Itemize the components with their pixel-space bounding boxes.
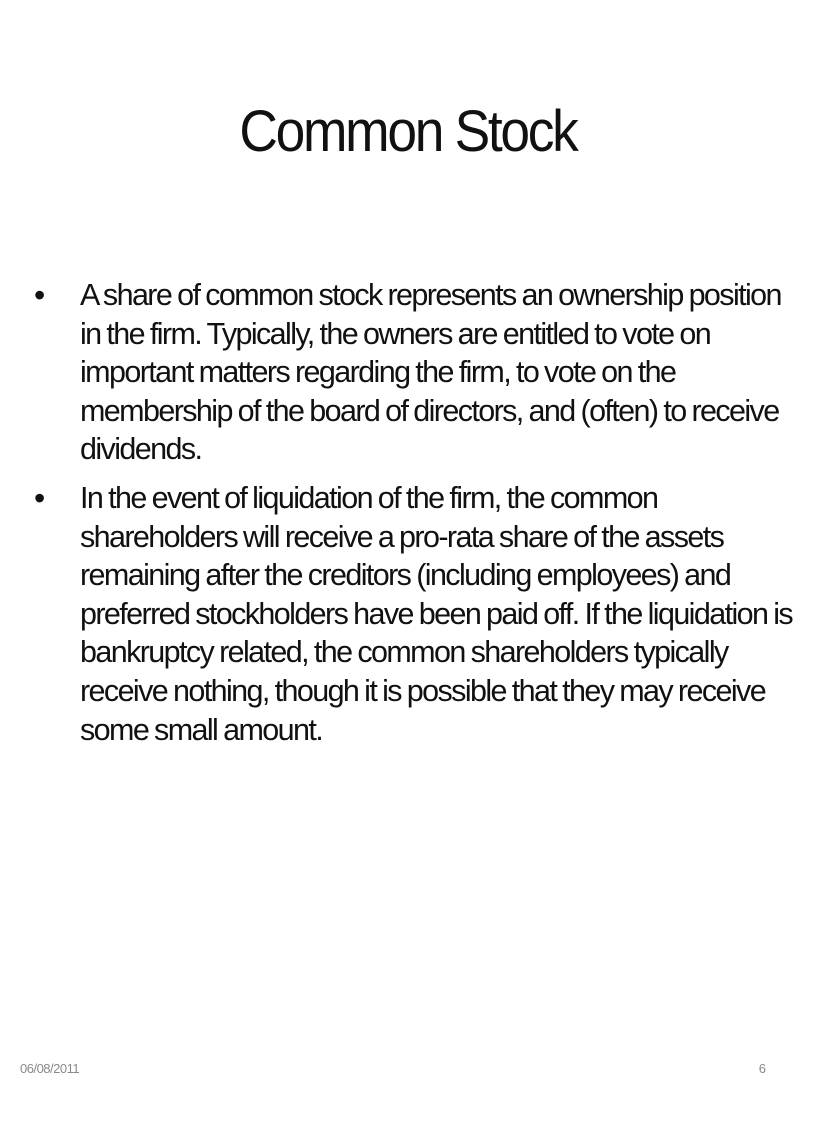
- bullet-list: [34, 276, 794, 759]
- bullet-marker: •: [34, 479, 46, 516]
- bullet-item: [34, 276, 794, 469]
- bullet-item: [34, 479, 794, 749]
- bullet-text: In the event of liquidation of the firm, the common shareholders will receive a pro-rata share of the assets remaining after the creditors (including employees) and preferred stockholders have been paid off. If the liquidation is bankruptcy related, the common shareholders typically receive nothing, though it is possible that they may receive some small amount.: [80, 480, 793, 747]
- slide-title: Common Stock: [239, 99, 577, 164]
- bullet-marker: •: [34, 277, 46, 313]
- footer-date: 06/08/2011: [20, 1061, 80, 1076]
- page-number: 6: [758, 1061, 766, 1076]
- bullet-text: A share of common stock represents an ownership position in the firm. Typically, the owners are entitled to vote on important matters regarding the firm, to vote on the membership of the board of directors, and (often) to receive dividends.: [80, 278, 781, 467]
